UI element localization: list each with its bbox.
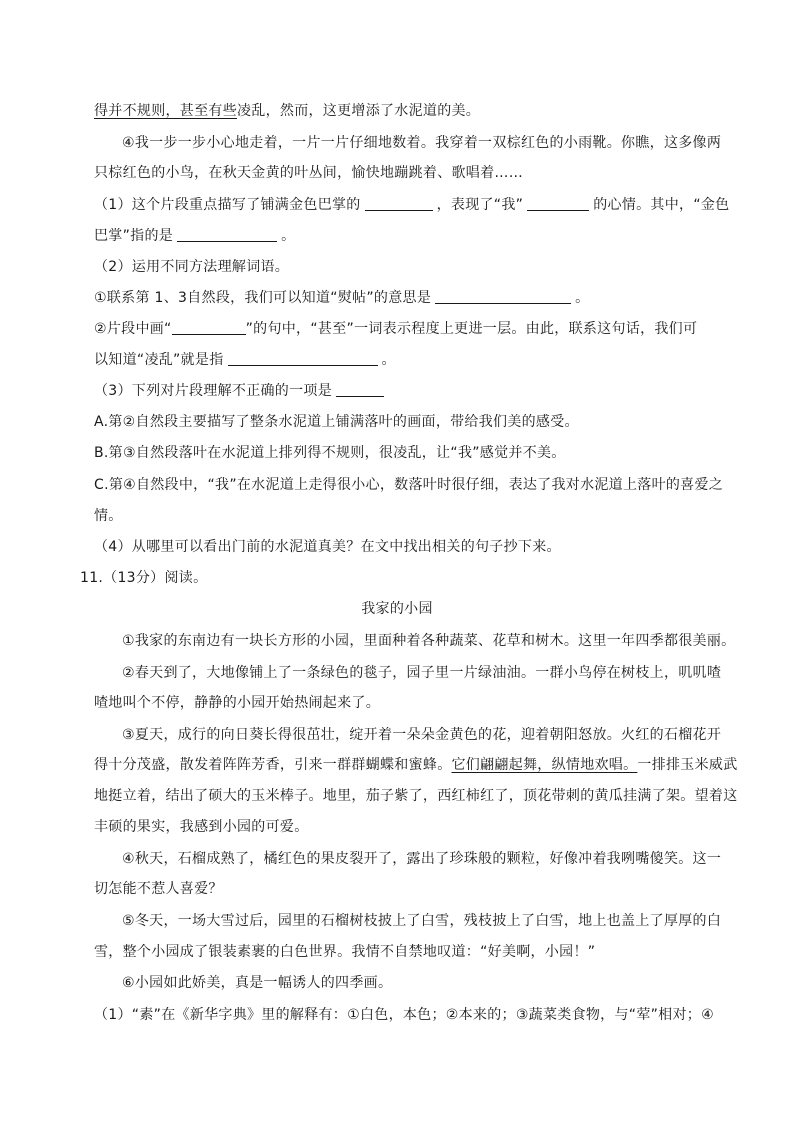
option-a: A.第②自然段主要描写了整条水泥道上铺满落叶的画面，带给我们美的感受。 [94,414,579,430]
paragraph-3: ③夏天，成行的向日葵长得很茁壮，绽开着一朵朵金黄色的花，迎着朝阳怒放。火红的石榴花开 [122,727,722,743]
paragraph-3-cont: 得十分茂盛，散发着阵阵芳香，引来一群群蝴蝶和蜜蜂。它们翩翩起舞，纵情地欢唱。一排排玉米威武 [94,757,738,773]
question-10-1: （1）这个片段重点描写了铺满金色巴掌的 ，表现了“我” 的心情。其中，“金色 [94,197,730,213]
passage-line: 得并不规则，甚至有些凌乱，然而，这更增添了水泥道的美。 [94,103,481,119]
underlined-phrase: 得并不规则，甚至有些 [94,103,237,119]
paragraph-3-cont: 地挺立着，结出了硕大的玉米棒子。地里，茄子紫了，西红柿红了，顶花带刺的黄瓜挂满了架。望着这 [94,788,738,804]
paragraph-4: ④秋天，石榴成熟了，橘红色的果皮裂开了，露出了珍珠般的颗粒，好像冲着我咧嘴傻笑。这一 [122,851,722,867]
question-10-2-1: ①联系第 1、3自然段，我们可以知道“熨帖”的意思是 。 [94,290,590,306]
paragraph-5: ⑤冬天，一场大雪过后，园里的石榴树枝披上了白雪，残枝披上了白雪，地上也盖上了厚厚的白 [122,913,722,929]
option-b: B.第③自然段落叶在水泥道上排列得不规则，很凌乱，让“我”感觉并不美。 [94,445,566,461]
question-10-2-2: ②片段中画“ ”的句中，“甚至”一词表示程度上更进一层。由此，联系这句话，我们可 [94,321,698,337]
answer-blank[interactable] [527,196,589,211]
question-11-1: （1）“素”在《新华字典》里的解释有：①白色，本色；②本来的；③蔬菜类食物，与“荤”相对；④ [94,1007,714,1023]
answer-blank[interactable] [177,227,277,242]
question-10-4: （4）从哪里可以看出门前的水泥道真美？在文中找出相关的句子抄下来。 [94,539,561,555]
paragraph-4: ④我一步一步小心地走着，一片一片仔细地数着。我穿着一双棕红色的小雨靴。你瞧，这多像两 [122,135,722,151]
option-c-cont: 情。 [94,508,123,524]
paragraph-3-cont: 丰硕的果实，我感到小园的可爱。 [94,819,309,835]
paragraph-6: ⑥小园如此娇美，真是一幅诱人的四季画。 [122,975,393,991]
question-10-2-2-cont: 以知道“凌乱”就是指 。 [94,352,396,368]
answer-blank[interactable] [336,382,384,397]
paragraph-4-cont: 切怎能不惹人喜爱？ [94,881,223,897]
question-11-header: 11.（13分）阅读。 [80,570,208,586]
answer-blank[interactable] [365,196,433,211]
question-10-1-cont: 巴掌”指的是 。 [94,228,296,244]
paragraph-5-cont: 雪，整个小园成了银装素裹的白色世界。我情不自禁地叹道：“好美啊，小园！” [94,944,596,960]
option-c: C.第④自然段中，“我”在水泥道上走得很小心，数落叶时很仔细，表达了我对水泥道上落叶的喜爱之 [94,477,724,493]
paragraph-1: ①我家的东南边有一块长方形的小园，里面种着各种蔬菜、花草和树木。这里一年四季都很美丽。 [122,633,736,649]
passage-title: 我家的小园 [361,601,433,617]
paragraph-4-cont: 只棕红色的小鸟，在秋天金黄的叶丛间，愉快地蹦跳着、歌唱着…… [94,165,523,181]
question-10-2: （2）运用不同方法理解词语。 [94,259,290,275]
question-10-3: （3）下列对片段理解不正确的一项是 [94,380,724,402]
answer-blank[interactable] [435,289,571,304]
paragraph-2-cont: 喳地叫个不停，静静的小园开始热闹起来了。 [94,695,380,711]
underlined-sentence: 它们翩翩起舞，纵情地欢唱。 [451,757,638,773]
paragraph-2: ②春天到了，大地像铺上了一条绿色的毯子，园子里一片绿油油。一群小鸟停在树枝上，叽叽喳 [122,665,722,681]
answer-blank[interactable] [228,351,378,366]
answer-blank[interactable] [172,320,246,335]
